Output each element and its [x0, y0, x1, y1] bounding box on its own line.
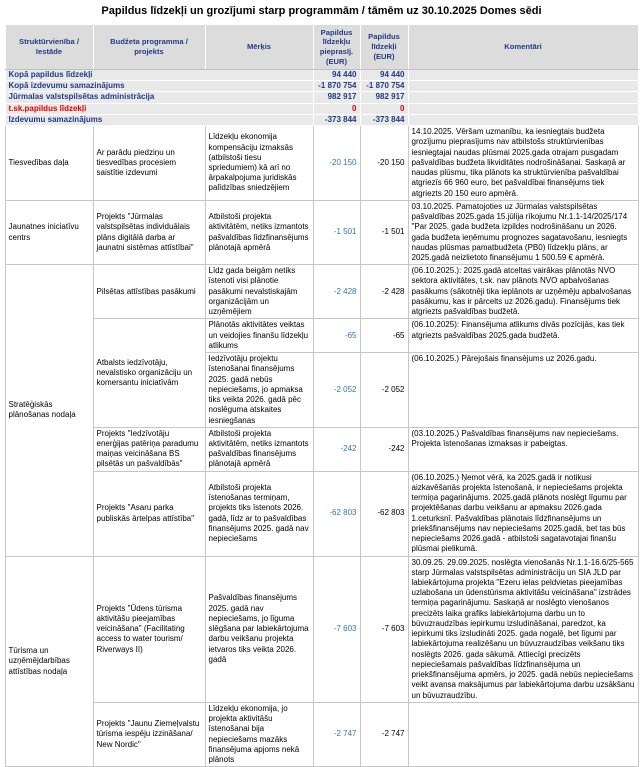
summary-label: Kopā izdevumu samazinājums: [5, 81, 313, 92]
summary-label: Kopā papildus līdzekļi: [5, 70, 313, 81]
summary-label: Jūrmalas valstspilsētas administrācija: [5, 92, 313, 103]
summary-row: [5, 92, 638, 103]
summary-comment-cell: [408, 103, 638, 114]
goal-cell: Iedzīvotāju projektu īstenošanai finansējums 2025. gadā nebūs nepieciešams, jo apmaksa tiks veikta 2026. gadā pēc noslēguma atskaites iesniegšanas: [205, 353, 313, 428]
allocated-amount-cell: -2 428: [360, 265, 408, 319]
comment-cell: [408, 702, 638, 766]
comment-cell: (06.10.2025.) Ņemot vērā, ka 2025.gadā ir notikusi aizkavēšanās projekta īstenošanā, ir nepieciešams projekta termiņa pagarinājums. 2025.gadā plānots noslēgt līgumu par projektēšanas darbu veikšanu ar apmaksu 2026.gada 1.ceturksnī. Pašvaldības plānotais līdzfinansējums un priekšfinansējums nav nepieciešams 2025.gadā, bet tas būs nepieciešams 2026.gadā - atbilstoši sagatavotajai finanšu plūsmai pielikumā.: [408, 471, 638, 556]
request-amount-cell: -62 803: [313, 471, 360, 556]
request-amount-cell: -1 501: [313, 200, 360, 264]
program-cell: Ar parādu piedziņu un tiesvedības procesiem saistītie izdevumi: [93, 126, 205, 201]
allocated-amount-cell: -65: [360, 319, 408, 353]
department-cell: Tūrisma un uzņēmējdarbības attīstības nodaļa: [5, 556, 93, 767]
goal-cell: Pašvaldības finansējums 2025. gadā nav nepieciešams, jo līguma slēgšana par labiekārtojuma darbu veikšanu projekta ietvaros tiks veikta 2026. gadā: [205, 556, 313, 702]
table-header-row: [5, 25, 638, 70]
request-amount-cell: -2 052: [313, 353, 360, 428]
column-header-program: Budžeta programma / projekts: [93, 25, 205, 70]
table-row: [5, 200, 638, 264]
summary-allocated-value: 94 440: [360, 70, 408, 81]
table-row: [5, 265, 638, 319]
summary-allocated-value: 0: [360, 103, 408, 114]
table-row: [5, 427, 638, 471]
summary-label: t.sk.papildus līdzekļi: [5, 103, 313, 114]
summary-comment-cell: [408, 81, 638, 92]
budget-amendments-table: [5, 24, 639, 767]
column-header-request-eur: Papildus līdzekļu pieprasīj. (EUR): [313, 25, 360, 70]
summary-row: [5, 81, 638, 92]
summary-row: [5, 114, 638, 125]
allocated-amount-cell: -1 501: [360, 200, 408, 264]
goal-cell: Atbilstoši projekta īstenošanas termiņam, projekts tiks īstenots 2026. gadā, līdz ar to pašvaldības finansējums 2025. gadā nav nepieciešams: [205, 471, 313, 556]
page-title: Papildus līdzekļi un grozījumi starp programmām / tāmēm uz 30.10.2025 Domes sēdi: [101, 5, 542, 17]
column-header-goal: Mērķis: [205, 25, 313, 70]
request-amount-cell: -2 747: [313, 702, 360, 766]
summary-label: Izdevumu samazinājums: [5, 114, 313, 125]
column-header-unit: Struktūrvienība / Iestāde: [5, 25, 93, 70]
allocated-amount-cell: -20 150: [360, 126, 408, 201]
summary-row: [5, 103, 638, 114]
summary-comment-cell: [408, 92, 638, 103]
department-cell: Tiesvedības daļa: [5, 126, 93, 201]
request-amount-cell: -242: [313, 427, 360, 471]
request-amount-cell: -7 603: [313, 556, 360, 702]
request-amount-cell: -65: [313, 319, 360, 353]
allocated-amount-cell: -242: [360, 427, 408, 471]
goal-cell: Līdz gada beigām netiks īstenoti visi plānotie pasākumi nevalstiskajām organizācijām un uzņēmējiem: [205, 265, 313, 319]
program-cell: Projekts "Ūdens tūrisma aktivitāšu pieejamības veicināšana" (Facilitating access to water tourism/ Riverways II): [93, 556, 205, 702]
comment-cell: 03.10.2025. Pamatojoties uz Jūrmalas valstspilsētas pašvaldības 2025.gada 15.jūlija rīkojumu Nr.1.1-14/2025/174 "Par 2025. gada budžeta izpildes nodrošināšanu un 2026. gada budžeta ieņēmumu prognozes sagatavošanu, iesniegts naudas plūsmas pamatbudžeta (PB0) līdzekļu plāns, ar 2025.gadā neizlietoto finansējumu 1 500.59 € apmērā.: [408, 200, 638, 264]
summary-request-value: -373 844: [313, 114, 360, 125]
summary-row: [5, 70, 638, 81]
table-row: [5, 471, 638, 556]
goal-cell: Līdzekļu ekonomija, jo projekta aktivitāšu īstenošanai bija nepieciešams mazāks finansējuma apjoms nekā plānots: [205, 702, 313, 766]
program-cell: Projekts "Asaru parka publiskās ārtelpas attīstība": [93, 471, 205, 556]
comment-cell: (06.10.2025): Finansējuma atlikums divās pozīcijās, kas tiek atgriezts pašvaldības 2025.gada budžetā.: [408, 319, 638, 353]
allocated-amount-cell: -2 052: [360, 353, 408, 428]
summary-comment-cell: [408, 114, 638, 125]
comment-cell: 30.09.25. 29.09.2025. noslēgta vienošanās Nr.1.1-16.6/25-565 starp Jūrmalas valstspilsētas administrāciju un SIA JLD par labiekārtojuma projekta "Ezeru ielas peldvietas pieejamības uzlabošana un ūdenstūrisma aktivitāšu veicināšana" izstrādes termiņa pagarinājumu. Saskaņā ar noslēgto vienošanos precizēts laika grafiks labiekārtojuma darbu un to būvuzraudzības iepirkumu izsludināšanai, paredzot, ka iepirkumi tiks izsludināti 2025. gada nogalē, bet līgumi par labiekārtojuma realizēšanu un būvuzraudzības veikšanu tiks noslēgts 2026. gada sākumā. Attiecīgi precizēts nepieciešamais pašvaldības līdzfinansējuma un priekšfinansējuma apmērs, jo 2025. gadā nebūs nepieciešams veikt avansa maksājumus par labiekārtojuma darbu uzsākšanu un būvuzraudzību.: [408, 556, 638, 702]
column-header-comments: Komentāri: [408, 25, 638, 70]
summary-allocated-value: -1 870 754: [360, 81, 408, 92]
goal-cell: Plānotās aktivitātes veiktas un veidojies finanšu līdzekļu atlikums: [205, 319, 313, 353]
summary-request-value: 0: [313, 103, 360, 114]
comment-cell: 14.10.2025. Vēršam uzmanību, ka iesniegtais budžeta grozījumu pieprasījums nav atbilstošs struktūrvienības iesniegtajai naudas plūsmai 2025.gada otrajam pusgadam pašvaldības budžeta likviditātes nodrošināšanai. Saskaņā ar naudas plūsmu, tika plānots ka struktūrvienība pašvaldībai atgriezīs 66 960 euro, bet pašvaldībai finansējums tiek atgriezts 20 150 euro apmērā.: [408, 126, 638, 201]
table-row: [5, 702, 638, 766]
summary-rows: [5, 70, 638, 126]
table-row: [5, 126, 638, 201]
summary-comment-cell: [408, 70, 638, 81]
summary-allocated-value: 982 917: [360, 92, 408, 103]
comment-cell: (06.10.2025.): 2025.gadā atceltas vairākas plānotās NVO sektora aktivitātes, t.sk. nav plānots NVO apbalvošanas pasākums (sākotnēji tika ieplānots ar uzņēmēju apbalvošanas pasākumu, kas ir pārcelts uz 2026.gadu). Finansējums tiek atgriezts pašvaldības budžetā.: [408, 265, 638, 319]
column-header-allocated-eur: Papildus līdzekļi (EUR): [360, 25, 408, 70]
department-cell: Stratēģiskās plānošanas nodaļa: [5, 265, 93, 556]
data-rows: [5, 126, 638, 767]
summary-request-value: 94 440: [313, 70, 360, 81]
program-cell: Pilsētas attīstības pasākumi: [93, 265, 205, 319]
summary-request-value: -1 870 754: [313, 81, 360, 92]
request-amount-cell: -2 428: [313, 265, 360, 319]
table-row: [5, 556, 638, 702]
program-cell: Projekts "Jaunu Ziemeļvalstu tūrisma iespēju izzināšana/ New Nordic": [93, 702, 205, 766]
allocated-amount-cell: -7 603: [360, 556, 408, 702]
program-cell: Projekts "Iedzīvotāju enerģijas patēriņa paradumu maiņas veicināšana BS pilsētās un pašvaldībās": [93, 427, 205, 471]
goal-cell: Līdzekļu ekonomija kompensāciju izmaksās (atbilstoši tiesu spriedumiem) kā arī no ārpakalpojuma juridiskās palīdzības sniedzējiem: [205, 126, 313, 201]
table-row: [5, 319, 638, 353]
program-cell: Atbalsts iedzīvotāju, nevalstisko organizāciju un komersantu iniciatīvām: [93, 319, 205, 427]
summary-allocated-value: -373 844: [360, 114, 408, 125]
goal-cell: Atbilstoši projekta aktivitātēm, netiks izmantots pašvaldības līdzfinansējums plānotajā apmērā: [205, 200, 313, 264]
request-amount-cell: -20 150: [313, 126, 360, 201]
comment-cell: (03.10.2025.) Pašvaldības finansējums nav nepieciešams. Projekta īstenošanas izmaksas ir pabeigtas.: [408, 427, 638, 471]
summary-request-value: 982 917: [313, 92, 360, 103]
department-cell: Jaunatnes iniciatīvu centrs: [5, 200, 93, 264]
allocated-amount-cell: -62 803: [360, 471, 408, 556]
comment-cell: (06.10.2025.) Pārejošais finansējums uz 2026.gadu.: [408, 353, 638, 428]
program-cell: Projekts "Jūrmalas valstspilsētas individuālais plāns digitālā darba ar jaunatni sistēmas attīstībai": [93, 200, 205, 264]
allocated-amount-cell: -2 747: [360, 702, 408, 766]
goal-cell: Atbilstoši projekta aktivitātēm, netiks izmantots pašvaldības finansējums plānotajā apmērā: [205, 427, 313, 471]
